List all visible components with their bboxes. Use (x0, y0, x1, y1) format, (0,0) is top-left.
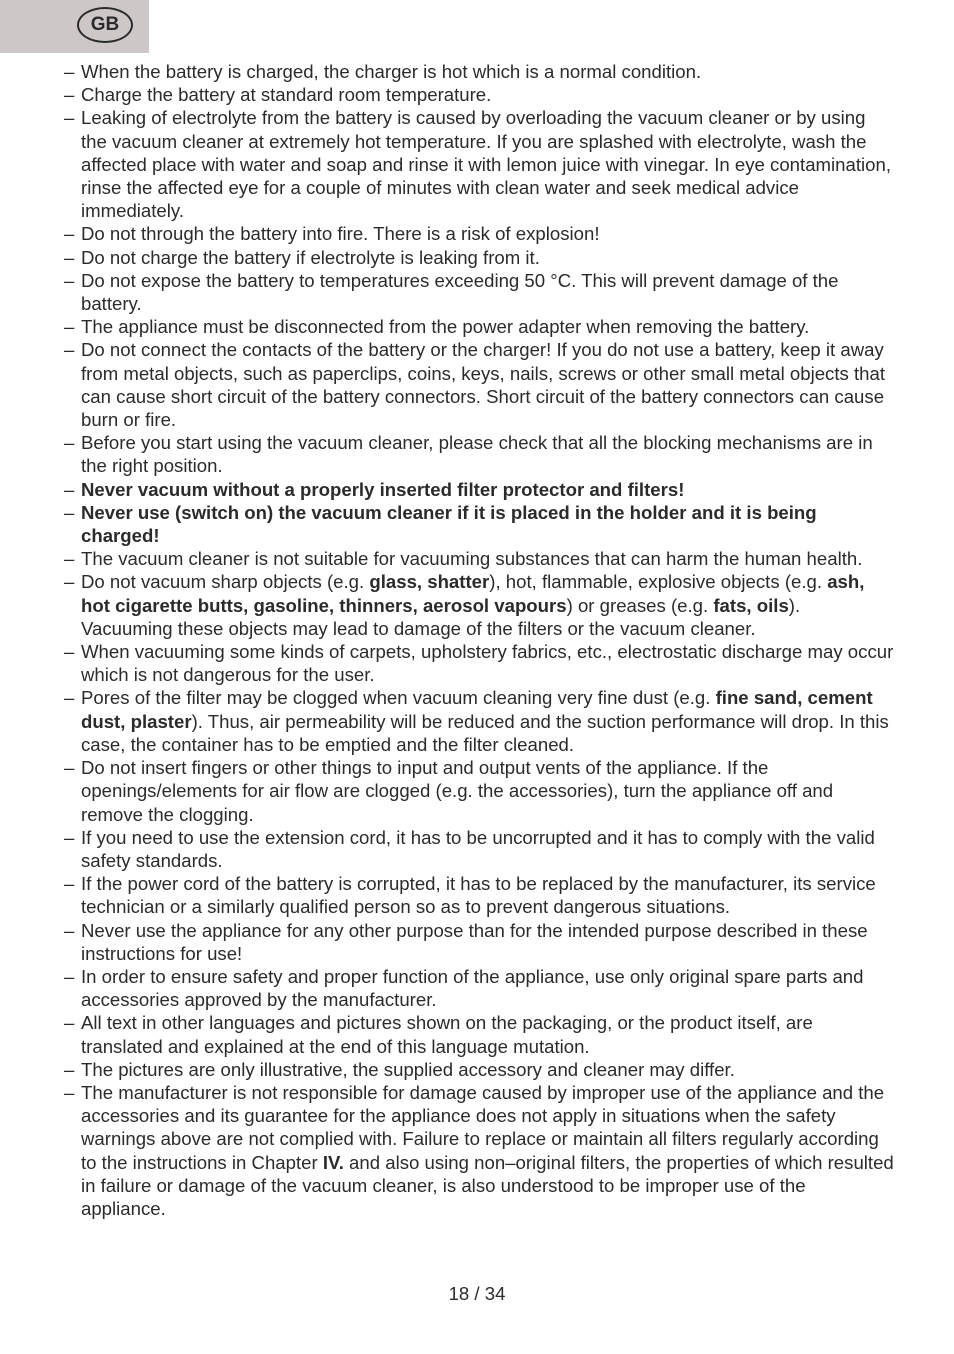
list-dash: – (64, 826, 75, 848)
safety-item (64, 222, 894, 245)
safety-item (64, 1058, 894, 1081)
list-dash: – (64, 1012, 75, 1034)
list-dash: – (64, 246, 75, 268)
item-text: ). Vacuuming these objects may lead to damage of the filters or the vacuum cleaner. (81, 594, 801, 639)
list-dash: – (64, 571, 75, 593)
list-dash: – (64, 687, 75, 709)
item-text: In order to ensure safety and proper function of the appliance, use only original spare parts and accessories approved by the manufacturer. (81, 965, 864, 1011)
emphasis-text: ash, hot cigarette butts, gasoline, thinners, aerosol vapours (81, 571, 865, 616)
emphasis-text: Never use (switch on) the vacuum cleaner if it is placed in the holder and it is being charged! (81, 501, 817, 547)
item-text: When vacuuming some kinds of carpets, upholstery fabrics, etc., electrostatic discharge may occur which is not dangerous for the user. (81, 641, 894, 686)
list-dash: – (64, 757, 75, 779)
item-text: Do not vacuum sharp objects (e.g. (81, 571, 370, 593)
item-text: Never use the appliance for any other purpose than for the intended purpose described in these instructions for use! (81, 919, 868, 964)
list-dash: – (64, 107, 75, 129)
safety-item (64, 965, 894, 1011)
safety-item (64, 1011, 894, 1057)
item-text: ), hot, flammable, explosive objects (e.g. (489, 571, 828, 593)
safety-item (64, 547, 894, 570)
item-text: The vacuum cleaner is not suitable for vacuuming substances that can harm the human health. (81, 548, 863, 570)
page-number: 18 / 34 (448, 1283, 506, 1304)
item-text: ). Thus, air permeability will be reduced and the suction performance will drop. In this case, the container has to be emptied and the filter cleaned. (81, 710, 889, 755)
item-text: Do not connect the contacts of the battery or the charger! If you do not use a battery, keep it away from metal objects, such as paperclips, coins, keys, nails, screws or other small metal objects that can cause short circuit of the battery connectors. Short circuit of the battery connectors can cause burn or fire. (81, 339, 885, 431)
item-text: The pictures are only illustrative, the supplied accessory and cleaner may differ. (81, 1058, 735, 1080)
safety-item (64, 338, 894, 431)
safety-item (64, 106, 894, 222)
list-dash: – (64, 965, 75, 987)
item-text: If the power cord of the battery is corrupted, it has to be replaced by the manufacturer, its service technician or a similarly qualified person so as to prevent dangerous situations. (81, 873, 876, 918)
language-badge: GB (77, 7, 133, 43)
item-text: Pores of the filter may be clogged when vacuum cleaning very fine dust (e.g. (81, 687, 716, 709)
safety-item (64, 315, 894, 338)
item-text: All text in other languages and pictures shown on the packaging, or the product itself, are translated and explained at the end of this language mutation. (81, 1012, 813, 1057)
safety-item (64, 826, 894, 872)
safety-item (64, 431, 894, 477)
list-dash: – (64, 1081, 75, 1103)
emphasis-text: fine sand, cement dust, plaster (81, 687, 873, 732)
safety-item (64, 570, 894, 640)
item-text: and also using non–original filters, the properties of which resulted in failure or damage of the vacuum cleaner, is also understood to be improper use of the appliance. (81, 1151, 894, 1219)
item-text: The appliance must be disconnected from the power adapter when removing the battery. (81, 316, 810, 338)
safety-item (64, 478, 894, 501)
list-dash: – (64, 61, 75, 82)
list-dash: – (64, 873, 75, 895)
list-dash: – (64, 316, 75, 338)
item-text: Charge the battery at standard room temperature. (81, 84, 492, 106)
safety-item (64, 60, 894, 83)
safety-item (64, 872, 894, 918)
safety-item (64, 919, 894, 965)
emphasis-text: IV. (322, 1151, 344, 1173)
list-dash: – (64, 919, 75, 941)
emphasis-text: fats, oils (713, 594, 789, 616)
emphasis-text: Never vacuum without a properly inserted filter protector and filters! (81, 478, 685, 500)
safety-item (64, 756, 894, 826)
language-tab (0, 0, 149, 53)
safety-item (64, 1081, 894, 1220)
item-text: Do not charge the battery if electrolyte is leaking from it. (81, 246, 540, 268)
list-dash: – (64, 269, 75, 291)
item-text: If you need to use the extension cord, it has to be uncorrupted and it has to comply with the valid safety standards. (81, 826, 875, 871)
list-dash: – (64, 1058, 75, 1080)
item-text: Do not insert fingers or other things to input and output vents of the appliance. If the openings/elements for air flow are clogged (e.g. the accessories), turn the appliance off and remove the clogging. (81, 757, 834, 825)
item-text: Leaking of electrolyte from the battery is caused by overloading the vacuum cleaner or by using the vacuum cleaner at extremely hot temperature. If you are splashed with electrolyte, wash the affected place with water and soap and rinse it with lemon juice with vinegar. In eye contamination, rinse the affected eye for a couple of minutes with clean water and seek medical advice immediately. (81, 107, 891, 222)
item-text: ) or greases (e.g. (566, 594, 714, 616)
list-dash: – (64, 501, 75, 523)
list-dash: – (64, 478, 75, 500)
emphasis-text: glass, shatter (369, 571, 490, 593)
list-dash: – (64, 548, 75, 570)
item-text: When the battery is charged, the charger is hot which is a normal condition. (81, 61, 702, 82)
list-dash: – (64, 84, 75, 106)
safety-item (64, 640, 894, 686)
safety-item (64, 83, 894, 106)
item-text: Do not expose the battery to temperatures exceeding 50 °C. This will prevent damage of the battery. (81, 269, 839, 315)
safety-item (64, 686, 894, 756)
safety-item (64, 246, 894, 269)
item-text: The manufacturer is not responsible for damage caused by improper use of the appliance and the accessories and its guarantee for the appliance does not apply in situations when the safety warnings above are not complied with. Failure to replace or maintain all filters regularly according to the instructions in Chapter (81, 1081, 885, 1173)
safety-instructions-list (64, 60, 894, 1220)
list-dash: – (64, 641, 75, 663)
list-dash: – (64, 339, 75, 361)
item-text: Before you start using the vacuum cleaner, please check that all the blocking mechanisms are in the right position. (81, 432, 873, 477)
item-text: Do not through the battery into fire. There is a risk of explosion! (81, 223, 600, 245)
safety-item (64, 269, 894, 315)
list-dash: – (64, 223, 75, 245)
list-dash: – (64, 432, 75, 454)
safety-item (64, 501, 894, 547)
